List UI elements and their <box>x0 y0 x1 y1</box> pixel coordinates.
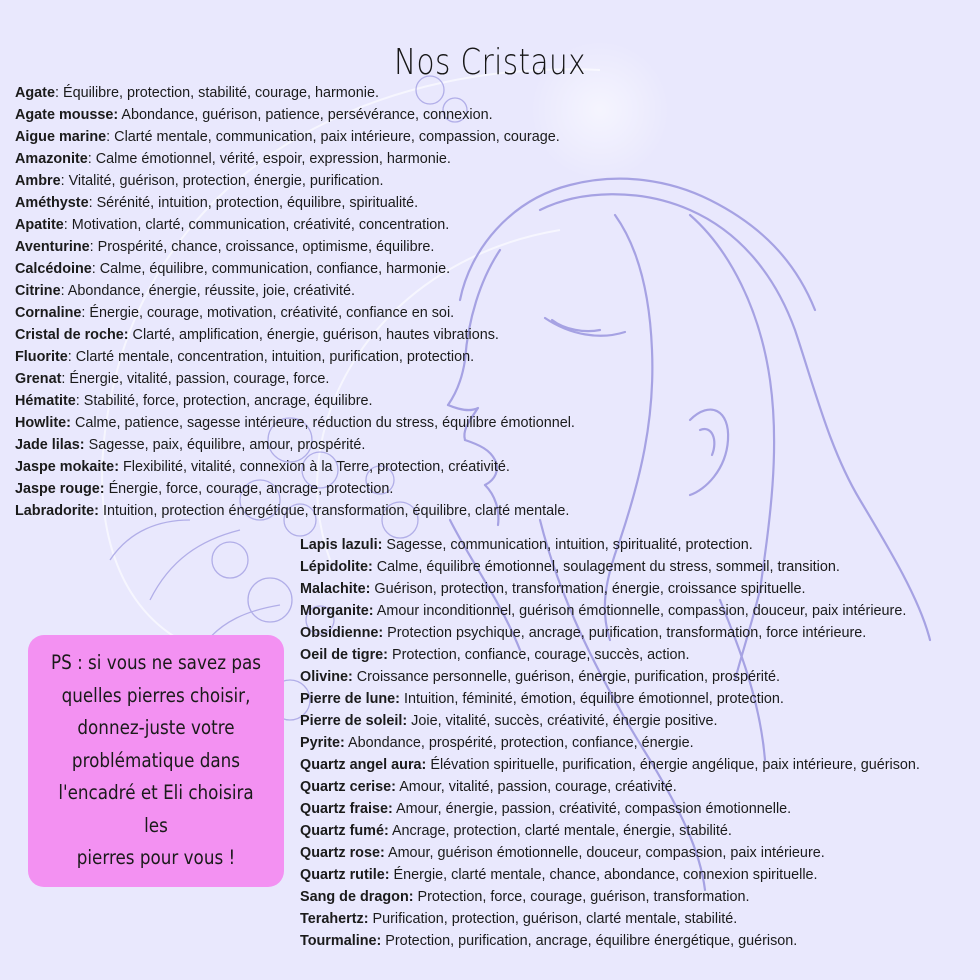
crystal-name: Quartz rose: <box>300 845 385 861</box>
crystal-item <box>300 578 965 600</box>
crystal-description: Abondance, guérison, patience, persévérance, connexion. <box>118 107 493 123</box>
crystal-name: Améthyste <box>15 195 89 211</box>
ps-note-text <box>46 647 266 875</box>
crystal-item <box>300 886 965 908</box>
crystal-name: Jaspe rouge: <box>15 481 105 497</box>
crystal-description: Protection psychique, ancrage, purification, transformation, force intérieure. <box>383 625 867 641</box>
crystal-name: Pierre de soleil: <box>300 713 408 729</box>
crystal-item <box>15 412 675 434</box>
crystal-description: Équilibre, protection, stabilité, courage, harmonie. <box>58 85 379 101</box>
crystal-name: Sang de dragon: <box>300 889 414 905</box>
crystal-description: Calme, patience, sagesse intérieure, réduction du stress, équilibre émotionnel. <box>70 415 575 431</box>
crystal-description: Ancrage, protection, clarté mentale, énergie, stabilité. <box>388 823 732 839</box>
ps-line: donnez-juste votre <box>77 716 235 739</box>
crystal-item <box>15 192 675 214</box>
crystal-separator: : <box>89 239 94 255</box>
crystal-name: Pierre de lune: <box>300 691 400 707</box>
crystal-description: Énergie, force, courage, ancrage, protection. <box>104 481 394 497</box>
crystal-name: Lépidolite: <box>300 559 373 575</box>
crystal-separator: : <box>67 349 72 365</box>
crystal-item <box>300 908 965 930</box>
ps-line: problématique dans <box>71 748 241 772</box>
crystal-item <box>300 666 965 688</box>
crystal-name: Jade lilas: <box>15 437 85 453</box>
page-title: Nos Cristaux <box>393 42 587 84</box>
crystal-item <box>15 500 675 522</box>
crystal-name: Hématite <box>15 393 76 409</box>
crystal-item <box>15 478 675 500</box>
crystal-item <box>15 324 675 346</box>
crystal-name: Aventurine <box>15 239 90 255</box>
crystal-item <box>300 820 965 842</box>
crystal-separator: : <box>87 151 92 167</box>
crystal-separator: : <box>63 217 68 233</box>
crystal-item <box>15 214 675 236</box>
crystal-description: Flexibilité, vitalité, connexion à la Terre, protection, créativité. <box>118 459 510 475</box>
crystal-name: Tourmaline: <box>300 933 382 949</box>
crystal-name: Cornaline <box>15 305 82 321</box>
crystal-name: Grenat <box>15 371 62 387</box>
crystal-name: Apatite <box>15 217 64 233</box>
crystal-separator: : <box>54 85 59 101</box>
ps-note-box <box>28 635 284 887</box>
crystal-item <box>15 390 675 412</box>
crystal-item <box>15 302 675 324</box>
crystal-list-left <box>15 82 675 522</box>
crystal-item <box>300 534 965 556</box>
crystal-description: Motivation, clarté, communication, créativité, concentration. <box>67 217 450 233</box>
crystal-description: Prospérité, chance, croissance, optimisme, équilibre. <box>93 239 435 255</box>
crystal-name: Quartz rutile: <box>300 867 390 883</box>
crystal-separator: : <box>75 393 80 409</box>
crystal-description: Stabilité, force, protection, ancrage, équilibre. <box>79 393 373 409</box>
crystal-description: Amour, vitalité, passion, courage, créativité. <box>395 779 677 795</box>
crystal-name: Howlite: <box>15 415 71 431</box>
crystal-separator: : <box>61 371 66 387</box>
crystal-name: Jaspe mokaite: <box>15 459 119 475</box>
crystal-description: Protection, purification, ancrage, équilibre énergétique, guérison. <box>381 933 798 949</box>
crystal-name: Oeil de tigre: <box>300 647 388 663</box>
crystal-name: Quartz fraise: <box>300 801 393 817</box>
crystal-separator: : <box>88 195 93 211</box>
crystal-name: Pyrite: <box>300 735 345 751</box>
crystal-item <box>300 798 965 820</box>
crystal-name: Olivine: <box>300 669 353 685</box>
crystal-description: Croissance personnelle, guérison, énergie, purification, prospérité. <box>352 669 780 685</box>
crystal-description: Clarté mentale, communication, paix intérieure, compassion, courage. <box>110 129 560 145</box>
crystal-item <box>15 148 675 170</box>
crystal-item <box>300 754 965 776</box>
crystal-item <box>300 688 965 710</box>
crystal-item <box>15 236 675 258</box>
crystal-item <box>300 842 965 864</box>
crystal-item <box>300 644 965 666</box>
crystal-name: Aigue marine <box>15 129 107 145</box>
crystal-name: Agate <box>15 85 55 101</box>
ps-line: PS : si vous ne savez pas <box>50 651 262 674</box>
ps-line: quelles pierres choisir, <box>61 683 251 707</box>
crystal-item <box>15 82 675 104</box>
crystal-description: Calme, équilibre, communication, confiance, harmonie. <box>95 261 451 277</box>
crystal-separator: : <box>60 283 65 299</box>
crystal-name: Quartz fumé: <box>300 823 389 839</box>
crystal-description: Clarté mentale, concentration, intuition, purification, protection. <box>71 349 475 365</box>
ps-line: pierres pour vous ! <box>76 846 236 869</box>
crystal-description: Intuition, protection énergétique, transformation, équilibre, clarté mentale. <box>98 503 570 519</box>
crystal-separator: : <box>60 173 65 189</box>
crystal-name: Terahertz: <box>300 911 369 927</box>
crystal-item <box>300 732 965 754</box>
crystal-item <box>15 280 675 302</box>
crystal-item <box>15 368 675 390</box>
crystal-name: Cristal de roche: <box>15 327 129 343</box>
crystal-name: Morganite: <box>300 603 374 619</box>
crystal-description: Guérison, protection, transformation, énergie, croissance spirituelle. <box>370 581 806 597</box>
crystal-item <box>15 258 675 280</box>
crystal-name: Amazonite <box>15 151 88 167</box>
crystal-item <box>15 104 675 126</box>
crystal-description: Amour, énergie, passion, créativité, compassion émotionnelle. <box>392 801 792 817</box>
crystal-description: Vitalité, guérison, protection, énergie, purification. <box>64 173 384 189</box>
crystal-description: Amour inconditionnel, guérison émotionnelle, compassion, douceur, paix intérieure. <box>373 603 907 619</box>
crystal-description: Protection, confiance, courage, succès, action. <box>387 647 690 663</box>
crystal-description: Abondance, prospérité, protection, confiance, énergie. <box>344 735 694 751</box>
crystal-name: Agate mousse: <box>15 107 119 123</box>
crystal-separator: : <box>81 305 86 321</box>
crystal-separator: : <box>106 129 111 145</box>
crystal-name: Labradorite: <box>15 503 99 519</box>
crystal-description: Calme émotionnel, vérité, espoir, expression, harmonie. <box>91 151 451 167</box>
crystal-name: Lapis lazuli: <box>300 537 383 553</box>
crystal-description: Élévation spirituelle, purification, énergie angélique, paix intérieure, guérison. <box>426 757 920 773</box>
crystal-description: Amour, guérison émotionnelle, douceur, compassion, paix intérieure. <box>384 845 825 861</box>
crystal-item <box>15 126 675 148</box>
crystal-name: Ambre <box>15 173 61 189</box>
crystal-name: Malachite: <box>300 581 371 597</box>
ps-line: l'encadré et Eli choisira les <box>58 781 254 837</box>
crystal-description: Sérénité, intuition, protection, équilibre, spiritualité. <box>92 195 419 211</box>
crystal-name: Calcédoine <box>15 261 92 277</box>
crystal-description: Purification, protection, guérison, clarté mentale, stabilité. <box>368 911 738 927</box>
crystal-item <box>15 346 675 368</box>
crystal-description: Énergie, clarté mentale, chance, abondance, connexion spirituelle. <box>389 867 818 883</box>
crystal-item <box>300 556 965 578</box>
crystal-description: Sagesse, paix, équilibre, amour, prospérité. <box>84 437 366 453</box>
crystal-description: Intuition, féminité, émotion, équilibre émotionnel, protection. <box>399 691 784 707</box>
crystal-description: Joie, vitalité, succès, créativité, énergie positive. <box>407 713 718 729</box>
crystal-item <box>15 456 675 478</box>
crystal-item <box>300 622 965 644</box>
crystal-description: Sagesse, communication, intuition, spiritualité, protection. <box>382 537 753 553</box>
crystal-name: Fluorite <box>15 349 68 365</box>
crystal-item <box>15 434 675 456</box>
crystal-description: Énergie, vitalité, passion, courage, force. <box>65 371 330 387</box>
crystal-description: Énergie, courage, motivation, créativité, confiance en soi. <box>85 305 455 321</box>
crystal-description: Abondance, énergie, réussite, joie, créativité. <box>64 283 355 299</box>
crystal-item <box>300 864 965 886</box>
crystal-item <box>300 930 965 952</box>
crystal-item <box>15 170 675 192</box>
crystal-description: Clarté, amplification, énergie, guérison, hautes vibrations. <box>128 327 499 343</box>
crystal-name: Citrine <box>15 283 61 299</box>
crystal-item <box>300 776 965 798</box>
crystal-name: Quartz angel aura: <box>300 757 427 773</box>
crystal-description: Protection, force, courage, guérison, transformation. <box>413 889 750 905</box>
crystal-item <box>300 600 965 622</box>
crystal-list-right <box>300 534 965 952</box>
crystal-item <box>300 710 965 732</box>
crystal-separator: : <box>91 261 96 277</box>
crystal-name: Quartz cerise: <box>300 779 396 795</box>
crystal-name: Obsidienne: <box>300 625 384 641</box>
crystal-description: Calme, équilibre émotionnel, soulagement du stress, sommeil, transition. <box>372 559 840 575</box>
